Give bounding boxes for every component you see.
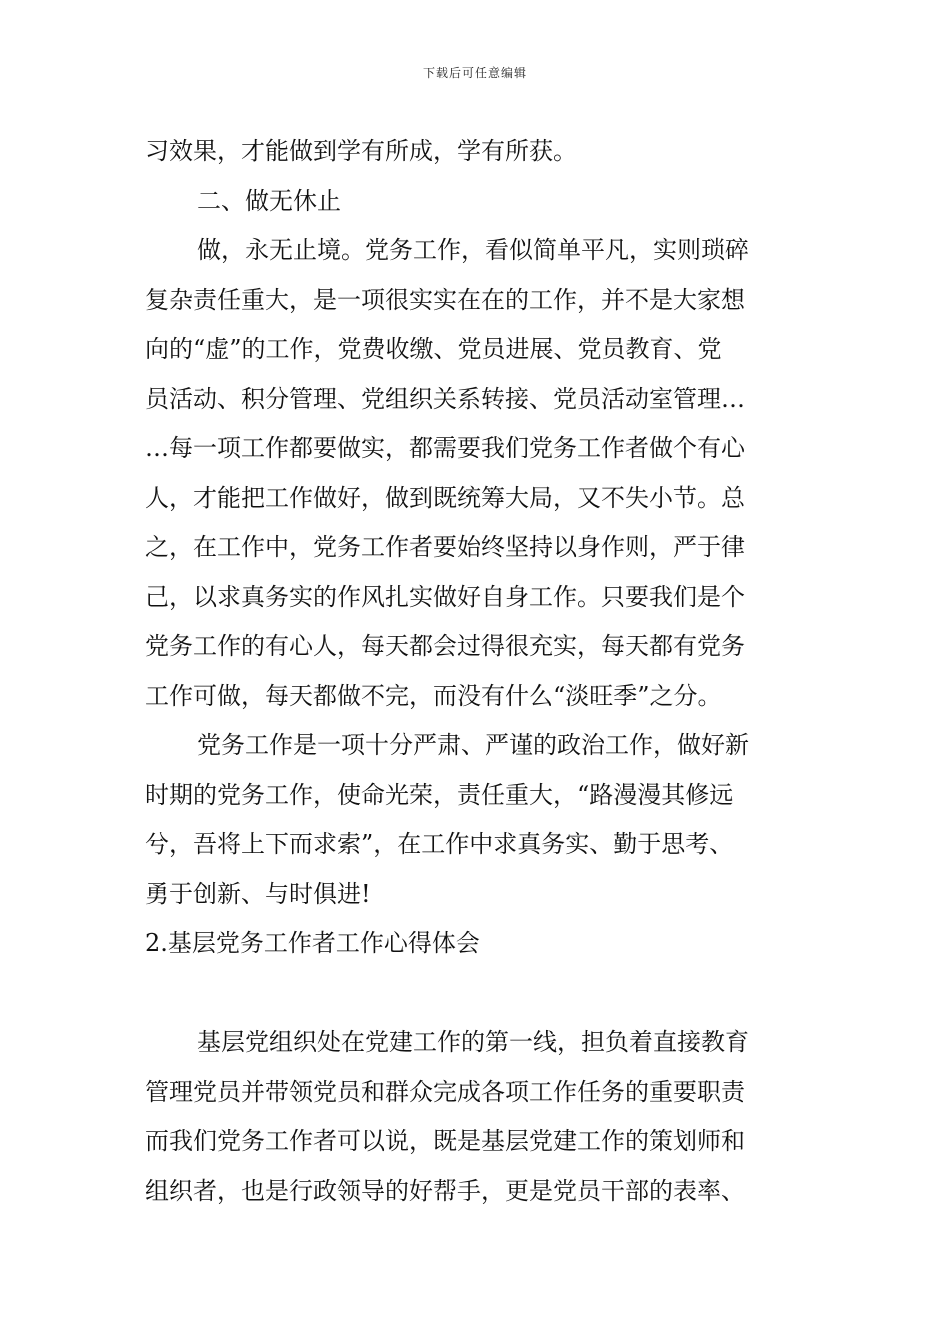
text-line: 己，以求真务实的作风扎实做好自身工作。只要我们是个 [145,582,745,611]
text-line: 员活动、积分管理、党组织关系转接、党员活动室管理… [145,384,745,413]
text-line: 复杂责任重大，是一项很实实在在的工作，并不是大家想 [145,285,745,314]
text-line: 党务工作是一项十分严肃、严谨的政治工作，做好新 [197,731,749,759]
text-line: 时期的党务工作，使命光荣，责任重大，“路漫漫其修远 [145,780,734,809]
text-line: 组织者，也是行政领导的好帮手，更是党员干部的表率、 [145,1176,745,1205]
text-line: 工作可做，每天都做不完，而没有什么“淡旺季”之分。 [145,681,722,710]
page-header: 下载后可任意编辑 [422,66,527,80]
section-heading: 二、做无休止 [197,186,341,215]
text-line: 基层党组织处在党建工作的第一线，担负着直接教育 [197,1028,749,1056]
text-line: 管理党员并带领党员和群众完成各项工作任务的重要职责 [145,1077,745,1106]
text-line: 勇于创新、与时俱进! [145,879,371,908]
text-line: 兮，吾将上下而求索”，在工作中求真务实、勤于思考、 [145,830,734,858]
text-line: 人，才能把工作做好，做到既统筹大局，又不失小节。总 [145,483,745,512]
blank-line [145,969,811,1019]
body-text [145,127,811,1216]
text-line: …每一项工作都要做实，都需要我们党务工作者做个有心 [145,434,745,462]
text-line: 做，永无止境。党务工作，看似简单平凡，实则琐碎 [197,236,749,264]
text-line: 党务工作的有心人，每天都会过得很充实，每天都有党务 [145,632,745,660]
article-title: 2.基层党务工作者工作心得体会 [145,929,480,957]
text-line: 习效果，才能做到学有所成，学有所获。 [145,137,577,165]
text-line: 向的“虚”的工作，党费收缴、党员进展、党员教育、党 [145,335,722,363]
text-line: 而我们党务工作者可以说，既是基层党建工作的策划师和 [145,1127,745,1155]
text-line: 之，在工作中，党务工作者要始终坚持以身作则，严于律 [145,533,745,561]
